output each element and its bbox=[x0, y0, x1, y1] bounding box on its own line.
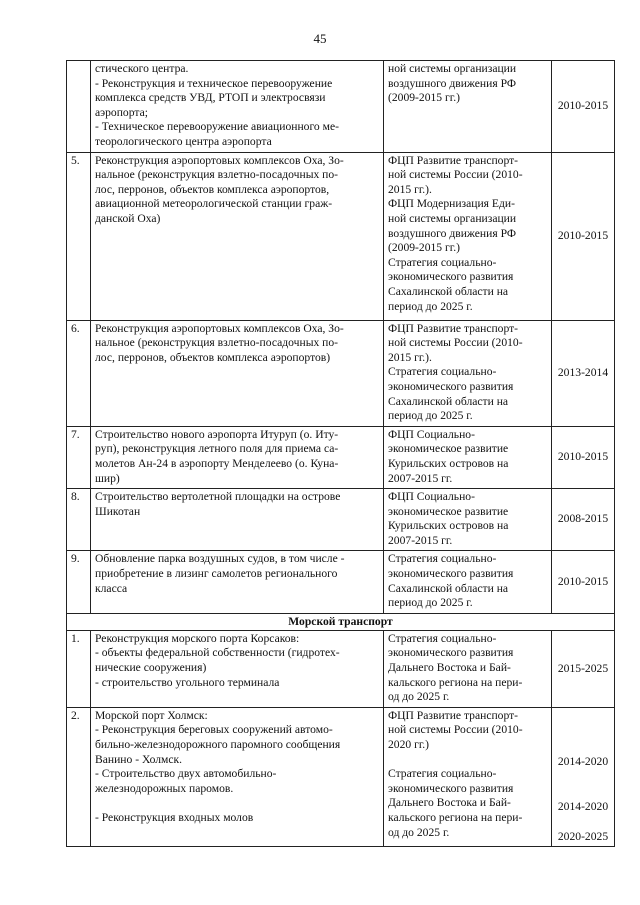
row-description bbox=[91, 630, 384, 707]
description-line: класса bbox=[95, 581, 128, 595]
description-line: Ванино - Холмск. bbox=[95, 752, 183, 766]
description-line: аэропорта; bbox=[95, 105, 148, 119]
source-line: Дальнего Востока и Бай- bbox=[388, 796, 511, 810]
description-line: нальное (реконструкция взлетно-посадочных по- bbox=[95, 336, 339, 350]
description-line: нальное (реконструкция взлетно-посадочных по- bbox=[95, 168, 339, 182]
table-row bbox=[67, 551, 615, 613]
row-source bbox=[384, 320, 552, 426]
row-number: 2. bbox=[67, 707, 91, 846]
description-line: - Строительство двух автомобильно- bbox=[95, 767, 277, 781]
description-line: лос, перронов, объектов комплекса аэропортов) bbox=[95, 350, 331, 364]
description-line: Шикотан bbox=[95, 504, 141, 518]
table-row bbox=[67, 152, 615, 320]
source-line: воздушного движения РФ bbox=[388, 226, 516, 240]
source-line: ФЦП Развитие транспорт- bbox=[388, 708, 519, 722]
source-line: Сахалинской области на bbox=[388, 581, 509, 595]
row-number: 8. bbox=[67, 489, 91, 551]
source-line: экономическое развитие bbox=[388, 504, 509, 518]
row-source bbox=[384, 61, 552, 153]
row-number: 7. bbox=[67, 426, 91, 488]
description-line: приобретение в лизинг самолетов регионального bbox=[95, 567, 338, 581]
source-line: ФЦП Социально- bbox=[388, 427, 475, 441]
description-line: авиационной метеорологической станции граж- bbox=[95, 197, 333, 211]
row-source bbox=[384, 152, 552, 320]
period-value: 2014-2020 bbox=[557, 754, 609, 768]
table-row bbox=[67, 489, 615, 551]
source-line: экономическое развитие bbox=[388, 442, 509, 456]
description-line: - объекты федеральной собственности (гидротех- bbox=[95, 646, 340, 660]
table-row bbox=[67, 707, 615, 846]
source-line: ной системы России (2010- bbox=[388, 168, 523, 182]
row-description bbox=[91, 61, 384, 153]
source-line: период до 2025 г. bbox=[388, 596, 473, 610]
table-row bbox=[67, 320, 615, 426]
source-line: Курильских островов на bbox=[388, 519, 509, 533]
table-row bbox=[67, 630, 615, 707]
row-period: 2010-2015 bbox=[552, 152, 615, 320]
table-row bbox=[67, 61, 615, 153]
page-number: 45 bbox=[313, 31, 327, 46]
source-line: од до 2025 г. bbox=[388, 825, 450, 839]
source-line: ной системы организации bbox=[388, 211, 517, 225]
row-period: 2015-2025 bbox=[552, 630, 615, 707]
row-period: 2013-2014 bbox=[552, 320, 615, 426]
description-line: молетов Ан-24 в аэропорту Менделеево (о. Куна- bbox=[95, 456, 339, 470]
description-line: стического центра. bbox=[95, 62, 189, 75]
description-line: теорологического центра аэропорта bbox=[95, 134, 272, 148]
description-line: Обновление парка воздушных судов, в том числе - bbox=[95, 552, 345, 566]
source-line: ФЦП Развитие транспорт- bbox=[388, 321, 519, 335]
source-line: экономического развития bbox=[388, 781, 514, 795]
description-line: - Реконструкция береговых сооружений автомо- bbox=[95, 723, 333, 737]
row-description bbox=[91, 489, 384, 551]
source-line: экономического развития bbox=[388, 646, 514, 660]
row-period: 2010-2015 bbox=[552, 426, 615, 488]
description-line: руп), реконструкция летного поля для приема са- bbox=[95, 442, 339, 456]
row-source bbox=[384, 551, 552, 613]
description-line: бильно-железнодорожного паромного сообщения bbox=[95, 738, 341, 751]
source-line: Стратегия социально- bbox=[388, 255, 497, 269]
spacer bbox=[95, 796, 379, 811]
row-source bbox=[384, 489, 552, 551]
row-description bbox=[91, 707, 384, 846]
description-line: - Реконструкция входных молов bbox=[95, 810, 254, 824]
row-period: 2008-2015 bbox=[552, 489, 615, 551]
source-line: экономического развития bbox=[388, 379, 514, 393]
spacer bbox=[388, 753, 547, 768]
source-line: Стратегия социально- bbox=[388, 365, 497, 379]
period-value: 2014-2020 bbox=[557, 800, 609, 814]
source-line: 2015 гг.). bbox=[388, 350, 432, 364]
source-line: 2020 гг.) bbox=[388, 738, 430, 751]
source-line: ной системы организации bbox=[388, 62, 517, 75]
source-line: 2007-2015 гг. bbox=[388, 471, 453, 485]
source-line: ФЦП Развитие транспорт- bbox=[388, 153, 519, 167]
section-row bbox=[67, 613, 615, 630]
description-line: - строительство угольного терминала bbox=[95, 675, 280, 689]
period-value: 2020-2025 bbox=[557, 829, 609, 843]
row-number bbox=[67, 61, 91, 153]
source-line: ной системы России (2010- bbox=[388, 723, 523, 737]
row-period: 2010-2015 bbox=[552, 61, 615, 153]
source-line: кальского региона на пери- bbox=[388, 810, 523, 824]
source-line: 2015 гг.). bbox=[388, 182, 432, 196]
source-line: экономического развития bbox=[388, 270, 514, 284]
description-line: нические сооружения) bbox=[95, 661, 207, 675]
source-line: период до 2025 г. bbox=[388, 409, 473, 423]
row-number: 9. bbox=[67, 551, 91, 613]
section-title: Морской транспорт bbox=[67, 613, 615, 630]
source-line: воздушного движения РФ bbox=[388, 76, 516, 90]
row-period: 2010-2015 bbox=[552, 551, 615, 613]
row-number: 5. bbox=[67, 152, 91, 320]
description-line: лос, перронов, объектов комплекса аэропортов, bbox=[95, 182, 330, 196]
row-description bbox=[91, 426, 384, 488]
row-number: 1. bbox=[67, 630, 91, 707]
source-line: Сахалинской области на bbox=[388, 284, 509, 298]
program-table bbox=[66, 60, 615, 847]
row-description bbox=[91, 152, 384, 320]
table-row bbox=[67, 426, 615, 488]
description-line: Реконструкция аэропортовых комплексов Оха, Зо- bbox=[95, 321, 344, 335]
source-line: (2009-2015 гг.) bbox=[388, 91, 460, 105]
source-line: Стратегия социально- bbox=[388, 552, 497, 566]
source-line: Сахалинской области на bbox=[388, 394, 509, 408]
source-line: (2009-2015 гг.) bbox=[388, 241, 460, 255]
source-line: 2007-2015 гг. bbox=[388, 533, 453, 547]
description-line: Строительство вертолетной площадки на острове bbox=[95, 490, 341, 504]
source-line: период до 2025 г. bbox=[388, 299, 473, 313]
row-source bbox=[384, 630, 552, 707]
row-description bbox=[91, 320, 384, 426]
source-line: кальского региона на пери- bbox=[388, 675, 523, 689]
source-line: Стратегия социально- bbox=[388, 767, 497, 781]
row-source bbox=[384, 707, 552, 846]
source-line: ФЦП Модернизация Еди- bbox=[388, 197, 515, 211]
row-description bbox=[91, 551, 384, 613]
description-line: - Реконструкция и техническое перевооружение bbox=[95, 76, 333, 90]
source-line: од до 2025 г. bbox=[388, 690, 450, 704]
description-line: Реконструкция аэропортовых комплексов Оха, Зо- bbox=[95, 153, 344, 167]
description-line: Морской порт Холмск: bbox=[95, 708, 208, 722]
description-line: шир) bbox=[95, 471, 120, 485]
description-line: комплекса средств УВД, РТОП и электросвязи bbox=[95, 91, 326, 105]
description-line: Строительство нового аэропорта Итуруп (о. Иту- bbox=[95, 427, 339, 441]
row-periods bbox=[552, 707, 615, 846]
source-line: Курильских островов на bbox=[388, 456, 509, 470]
description-line: Реконструкция морского порта Корсаков: bbox=[95, 631, 300, 645]
source-line: Дальнего Востока и Бай- bbox=[388, 661, 511, 675]
row-source bbox=[384, 426, 552, 488]
description-line: железнодорожных паромов. bbox=[95, 781, 234, 795]
source-line: Стратегия социально- bbox=[388, 631, 497, 645]
source-line: ФЦП Социально- bbox=[388, 490, 475, 504]
source-line: экономического развития bbox=[388, 567, 514, 581]
description-line: - Техническое перевооружение авиационного ме- bbox=[95, 120, 339, 134]
row-number: 6. bbox=[67, 320, 91, 426]
source-line: ной системы России (2010- bbox=[388, 336, 523, 350]
description-line: данской Оха) bbox=[95, 211, 161, 225]
